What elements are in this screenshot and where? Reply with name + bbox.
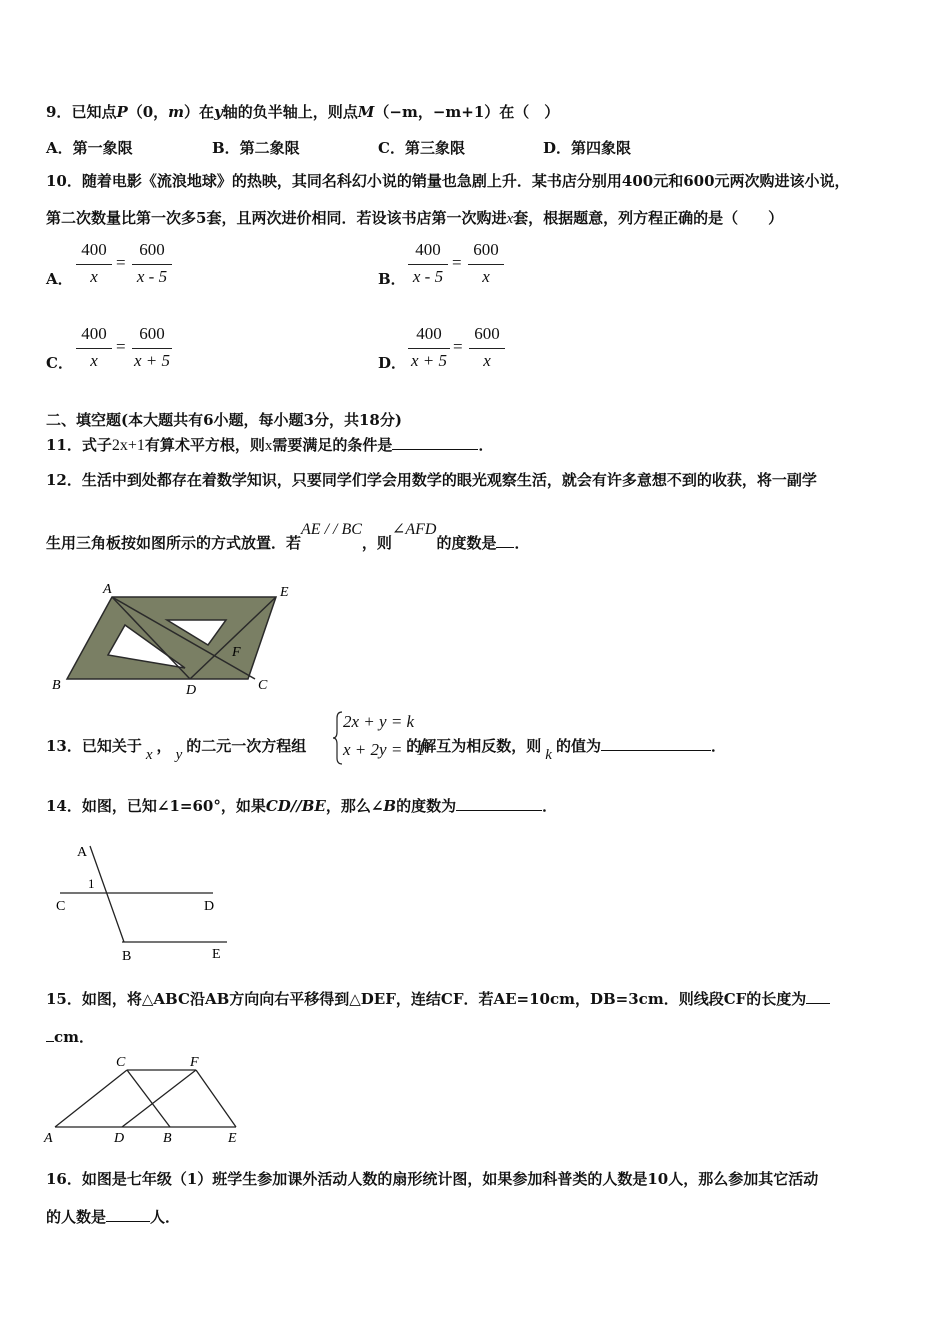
q15-line-1 xyxy=(46,989,830,1009)
q13-equation-2: x + 2y = - 1 xyxy=(343,740,425,759)
q15-label-d: D xyxy=(114,1131,125,1146)
q11-text-c: 需要满足的条件是 xyxy=(272,436,393,454)
q11-text-a: 11．式子 xyxy=(46,436,112,454)
q9-point-m: M xyxy=(357,103,375,121)
q9-option-a[interactable]: A．第一象限 xyxy=(46,139,133,157)
q10-a-right-bar xyxy=(132,264,172,265)
q15-figure-translation xyxy=(40,1052,250,1147)
q15-label-f: F xyxy=(190,1055,199,1070)
q10-x-var: x xyxy=(506,211,514,227)
section-2-heading: 二、填空题(本大题共有6小题，每小题3分，共18分) xyxy=(46,411,402,429)
question-11 xyxy=(46,435,493,456)
q13-answer-blank[interactable] xyxy=(601,736,711,751)
q11-expression: 2x+1 xyxy=(111,437,145,454)
q10-line-2b: 套，根据题意，列方程正确的是（ ） xyxy=(513,209,784,227)
q10-option-a-label[interactable]: A． xyxy=(46,270,73,288)
q10-a-left-denominator: x xyxy=(90,267,98,286)
q12-label-c: C xyxy=(258,678,268,693)
q9-y-var: y xyxy=(214,103,223,121)
q12-text-b: ，则 xyxy=(361,534,392,552)
q14-label-b: B xyxy=(122,949,132,964)
q12-label-d: D xyxy=(186,683,197,698)
q9-p-coord-open: （0， xyxy=(127,103,169,121)
q10-line-1: 10．随着电影《流浪地球》的热映，其同名科幻小说的销量也急剧上升．某书店分别用400元和600元两次购进该小说， xyxy=(46,172,850,190)
q10-b-left-bar xyxy=(408,264,448,265)
q10-d-right-numerator: 600 xyxy=(474,324,500,343)
q12-text-a: 生用三角板按如图所示的方式放置．若 xyxy=(46,534,302,552)
q16-answer-blank[interactable] xyxy=(106,1207,150,1222)
q10-b-left-numerator: 400 xyxy=(415,240,441,259)
q12-parallelogram-shape xyxy=(67,597,276,679)
q15-line-fe xyxy=(196,1070,236,1127)
q14-label-c: C xyxy=(56,899,66,914)
q12-line-1: 12．生活中到处都存在着数学知识，只要同学们学会用数学的眼光观察生活，就会有许多意想不到的收获，将一副学 xyxy=(46,471,817,489)
q10-a-right-numerator: 600 xyxy=(139,240,165,259)
q9-text-1: 已知点 xyxy=(71,103,117,121)
q14-end: ． xyxy=(542,797,558,815)
q15-label-e: E xyxy=(228,1131,237,1146)
q15-text: 15．如图，将△ABC沿AB方向向右平移得到△DEF，连结CF．若AE=10cm，DB=3cm．则线段CF的长度为 xyxy=(46,990,807,1008)
q11-end: ． xyxy=(478,436,494,454)
q12-text-c: 的度数是 xyxy=(436,534,497,552)
q10-b-right-bar xyxy=(468,264,504,265)
q16-text-a: 的人数是 xyxy=(46,1208,107,1226)
q11-answer-blank[interactable] xyxy=(392,435,478,450)
q10-c-left-bar xyxy=(76,348,112,349)
q10-line-2a: 第二次数量比第一次多5套，且两次进价相同．若设该书店第一次购进 xyxy=(46,209,507,227)
q14-label-e: E xyxy=(212,947,221,962)
q13-x-var: x xyxy=(145,747,153,763)
q15-label-b: B xyxy=(163,1131,172,1146)
q13-end: ． xyxy=(710,737,726,755)
q13-text-a: 13．已知关于 xyxy=(46,737,142,755)
q10-a-left-bar xyxy=(76,264,112,265)
q15-label-c: C xyxy=(116,1055,126,1070)
q15-answer-blank-part2[interactable] xyxy=(46,1027,54,1042)
q11-text-b: 有算术平方根，则 xyxy=(144,436,265,454)
q13-equation-1: 2x + y = k xyxy=(343,712,415,731)
q14-line-ab xyxy=(90,846,124,942)
q9-option-d[interactable]: D．第四象限 xyxy=(543,139,632,157)
q10-d-left-numerator: 400 xyxy=(416,324,442,343)
q10-b-equals: = xyxy=(452,253,462,272)
q10-c-left-denominator: x xyxy=(90,351,98,370)
q10-a-equals: = xyxy=(116,253,126,272)
q12-figure-triangle-set xyxy=(40,575,310,700)
q13-k-var: k xyxy=(545,747,552,763)
q10-a-left-numerator: 400 xyxy=(81,240,107,259)
q12-label-f: F xyxy=(232,645,241,660)
q12-angle: ∠AFD xyxy=(391,521,437,538)
q15-line-2 xyxy=(46,1027,94,1047)
question-14 xyxy=(46,796,557,816)
q10-c-right-bar xyxy=(132,348,172,349)
q10-b-right-denominator: x xyxy=(482,267,490,286)
q10-d-equals: = xyxy=(453,337,463,356)
q16-line-2 xyxy=(46,1207,180,1227)
q15-label-a: A xyxy=(44,1131,53,1146)
q10-c-equals: = xyxy=(116,337,126,356)
q14-parallel: CD//BE xyxy=(265,797,326,815)
q12-answer-blank[interactable] xyxy=(496,533,514,548)
q10-c-left-numerator: 400 xyxy=(81,324,107,343)
q15-line-ac xyxy=(55,1070,127,1127)
q14-label-angle-1: 1 xyxy=(88,876,95,891)
q13-text-b: 的二元一次方程组 xyxy=(186,737,307,755)
q13-text-c: 的解互为相反数，则 xyxy=(406,737,542,755)
q9-option-b[interactable]: B．第二象限 xyxy=(212,139,300,157)
q10-c-right-numerator: 600 xyxy=(139,324,165,343)
q9-m-coord: （−m，−m+1） xyxy=(374,103,500,121)
q14-figure-parallel-lines xyxy=(50,838,235,966)
q10-option-b-label[interactable]: B． xyxy=(378,270,406,288)
question-9-stem xyxy=(46,102,559,122)
q14-b-var: B xyxy=(383,797,397,815)
q14-label-a: A xyxy=(77,845,88,860)
q12-label-e: E xyxy=(280,585,289,600)
q13-text-d: 的值为 xyxy=(555,737,601,755)
q9-option-c[interactable]: C．第三象限 xyxy=(378,139,465,157)
q16-line-1: 16．如图是七年级（1）班学生参加课外活动人数的扇形统计图，如果参加科普类的人数是10人，那么参加其它活动 xyxy=(46,1170,819,1188)
q14-text-c: 的度数为 xyxy=(396,797,457,815)
q10-d-right-bar xyxy=(469,348,505,349)
q9-point-p: P xyxy=(116,103,128,121)
q12-label-b: B xyxy=(52,678,61,693)
q14-text-b: ，那么∠ xyxy=(325,797,384,815)
q12-label-a: A xyxy=(103,582,112,597)
q13-y-var: y xyxy=(175,747,183,763)
q12-condition: AE / / BC xyxy=(301,521,362,538)
q15-unit: cm． xyxy=(54,1028,95,1046)
q12-end: ． xyxy=(514,534,530,552)
q9-m-var: m xyxy=(168,103,185,121)
q15-answer-blank-part1[interactable] xyxy=(806,989,830,1004)
q10-d-left-bar xyxy=(408,348,450,349)
q9-number: 9． xyxy=(46,103,72,121)
q16-text-b: 人． xyxy=(150,1208,181,1226)
q14-answer-blank[interactable] xyxy=(456,796,542,811)
q10-option-c-label[interactable]: C． xyxy=(46,354,73,372)
q13-comma: ， xyxy=(156,737,172,755)
q14-label-d: D xyxy=(204,899,215,914)
q10-c-right-denominator: x + 5 xyxy=(133,351,171,370)
q10-line-2 xyxy=(46,208,783,229)
q9-p-coord-close: ）在 xyxy=(184,103,215,121)
q10-b-right-numerator: 600 xyxy=(473,240,499,259)
q12-line-2 xyxy=(46,521,530,554)
q9-text-3: 在（ ） xyxy=(499,103,560,121)
q10-d-left-denominator: x + 5 xyxy=(410,351,448,370)
q10-option-d-label[interactable]: D． xyxy=(378,354,407,372)
q11-x-var: x xyxy=(264,438,273,454)
q14-text-a: 14．如图，已知∠1=60°，如果 xyxy=(46,797,266,815)
q10-a-right-denominator: x - 5 xyxy=(136,267,168,286)
q10-b-left-denominator: x - 5 xyxy=(412,267,444,286)
q10-d-right-denominator: x xyxy=(483,351,491,370)
q9-text-2: 轴的负半轴上，则点 xyxy=(222,103,358,121)
